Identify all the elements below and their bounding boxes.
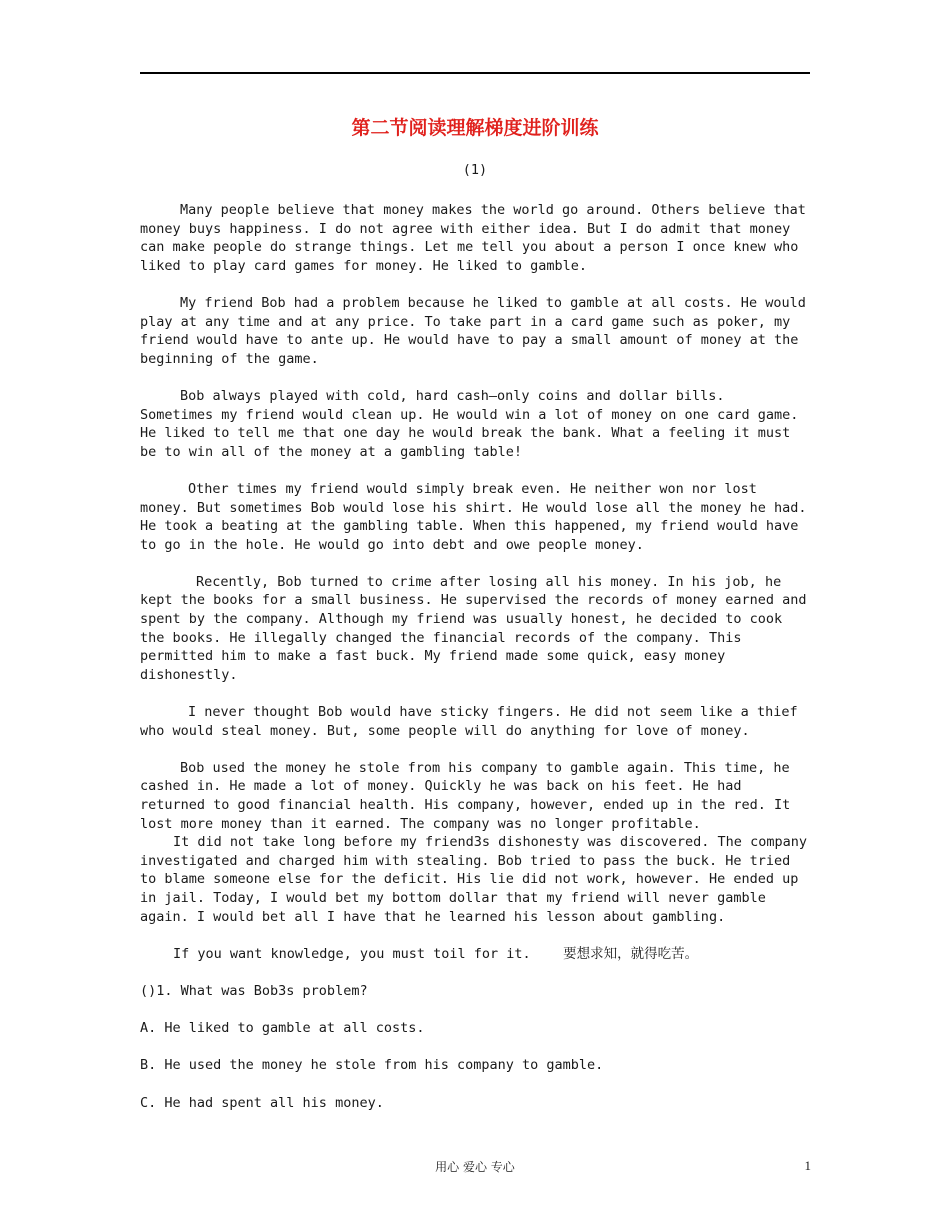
paragraph-6: I never thought Bob would have sticky fingers. He did not seem like a thief who would steal money. But, some people will do anything for love of money. [140, 704, 798, 739]
paragraph-5: Recently, Bob turned to crime after losing all his money. In his job, he kept the books for a small business. He supervised the records of money earned and spent by the company. Although my friend was usually honest, he decided to cook the books. He illegally changed the financial records of the company. This permitted him to make a fast buck. My friend made some quick, easy money dishonestly. [140, 573, 807, 683]
option-b: B. He used the money he stole from his company to gamble. [140, 1057, 604, 1074]
page-number: 1 [804, 1158, 811, 1173]
motto-english: If you want knowledge, you must toil for it. [173, 945, 531, 962]
footer-text: 用心 爱心 专心 [435, 1160, 515, 1174]
paragraph-2: My friend Bob had a problem because he liked to gamble at all costs. He would play at any time and at any price. To take part in a card game such as poker, my friend would have to ante up. He would have to pay a small amount of money at the beginning of the game. [140, 294, 806, 367]
paragraph-3: Bob always played with cold, hard cash—only coins and dollar bills. Sometimes my friend would clean up. He would win a lot of money on one card game. He liked to tell me that one day he would break the bank. What a feeling it must be to win all of the money at a gambling table! [140, 387, 799, 460]
paragraph-7: Bob used the money he stole from his company to gamble again. This time, he cashed in. He made a lot of money. Quickly he was back on his feet. He had returned to good financial health. His company, however, ended up in the red. It lost more money than it earned. The company was no longer profitable. [140, 759, 791, 832]
motto-line [140, 945, 812, 964]
header-rule [140, 72, 810, 74]
paragraph-1: Many people believe that money makes the world go around. Others believe that money buys happiness. I do not agree with either idea. But I do admit that money can make people do strange things. Let me tell you about a person I once knew who liked to play card games for money. He liked to gamble. [140, 202, 806, 274]
option-a: A. He liked to gamble at all costs. [140, 1020, 425, 1037]
section-number: (1) [462, 162, 488, 178]
paragraph-8: It did not take long before my friend3s dishonesty was discovered. The company investigated and charged him with stealing. Bob tried to pass the buck. He tried to blame someone else for the deficit. His lie did not work, however. He ended up in jail. Today, I would bet my bottom dollar that my friend will never gamble again. I would bet all I have that he learned his lesson about gambling. [140, 834, 807, 925]
option-c: C. He had spent all his money. [140, 1094, 384, 1111]
paragraph-4: Other times my friend would simply break even. He neither won nor lost money. But sometimes Bob would lose his shirt. He would lose all the money he had. He took a beating at the gambling table. When this happened, my friend would have to go in the hole. He would go into debt and owe people money. [140, 480, 807, 553]
motto-chinese: 要想求知，就得吃苦。 [563, 945, 699, 962]
passage-body [140, 201, 812, 1131]
document-title: 第二节阅读理解梯度进阶训练 [351, 117, 599, 139]
question-stem: ()1. What was Bob3s problem? [140, 982, 368, 999]
